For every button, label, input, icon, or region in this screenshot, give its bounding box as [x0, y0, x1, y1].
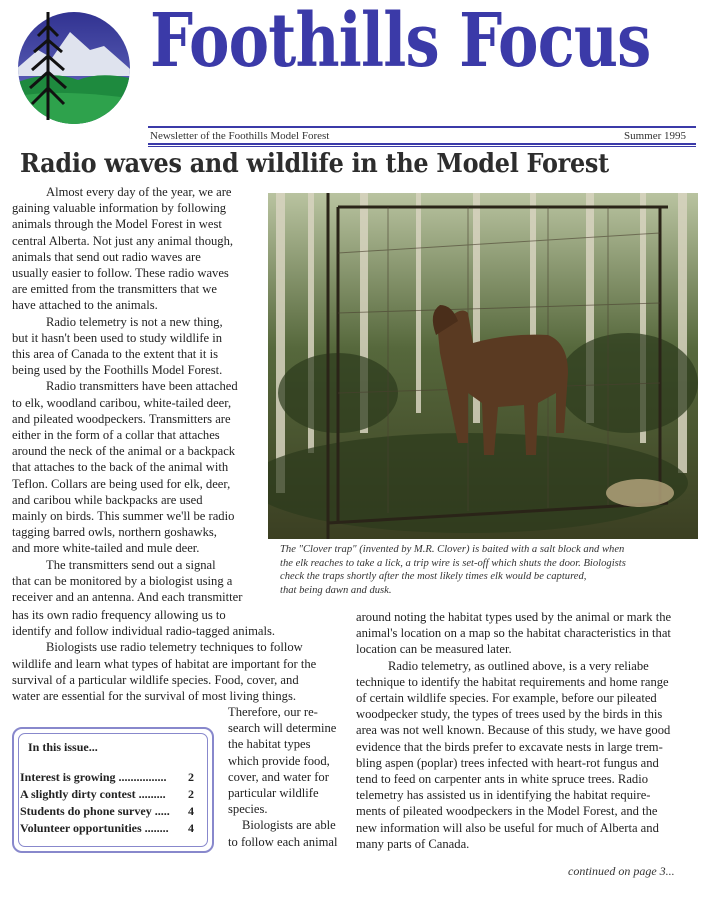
col3-line: ments of pileated woodpeckers in the Model Forest, and the: [356, 804, 658, 819]
col3-line: of certain wildlife species. For example, before our pileated: [356, 691, 657, 706]
col3-line: evidence that the birds prefer to excavate nests in large trem-: [356, 739, 663, 754]
masthead-rule-top: [148, 126, 696, 128]
col1-line: water are essential for the survival of most living things.: [12, 689, 296, 704]
col1-line: but it hasn't been used to study wildlife in: [12, 330, 223, 345]
toc-item-page: 2: [188, 770, 194, 784]
col3-line: Radio telemetry, as outlined above, is a very reliabe: [388, 658, 649, 673]
col1-line: Biologists use radio telemetry techniques to follow: [46, 640, 303, 655]
col2-line: the habitat types: [228, 737, 311, 752]
mountain-logo-icon: [8, 6, 156, 126]
newsletter-subtitle: Newsletter of the Foothills Model Forest: [150, 130, 330, 142]
col2-line: to follow each animal: [228, 834, 338, 849]
col1-line: being used by the Foothills Model Forest.: [12, 363, 223, 378]
caption-line: check the traps shortly after the most likely times elk would be captured,: [280, 571, 587, 582]
col1-line: Radio transmitters have been attached: [46, 379, 238, 394]
toc-item[interactable]: [20, 821, 200, 836]
col3-line: bling aspen (poplar) trees infected with heart-rot fungus and: [356, 755, 659, 770]
col3-line: around noting the habitat types used by the animal or mark the: [356, 610, 672, 624]
col1-line: are emitted from the transmitters that we: [12, 282, 217, 297]
col3-line: animal's location on a map so the habitat characteristics in that: [356, 626, 671, 641]
caption-line: The "Clover trap" (invented by M.R. Clover) is baited with a salt block and when: [280, 544, 625, 555]
col1-line: animals that send out radio waves are: [12, 249, 201, 264]
col1-line: that can be monitored by a biologist using a: [12, 573, 233, 588]
toc-item[interactable]: [20, 770, 200, 785]
masthead-rule-bottom: [148, 143, 696, 145]
masthead-rule-thin: [148, 146, 696, 147]
col3-line: woodpecker study, the types of trees used by the birds in this: [356, 707, 663, 722]
masthead-title: Foothills Focus: [150, 0, 651, 84]
caption-line: that being dawn and dusk.: [280, 584, 392, 596]
col1-line: has its own radio frequency allowing us to: [12, 608, 226, 622]
col2-line: search will determine: [228, 721, 337, 736]
col3-line: location can be measured later.: [356, 642, 512, 657]
col1-line: wildlife and learn what types of habitat are important for the: [12, 656, 317, 671]
col1-line: Teflon. Collars are being used for elk, deer,: [12, 476, 231, 491]
toc-item-label: A slightly dirty contest .........: [20, 787, 166, 801]
col1-line: that attaches to the back of the animal with: [12, 460, 229, 475]
article-column-2: [228, 704, 348, 850]
in-this-issue-title: In this issue...: [28, 740, 98, 754]
toc-item-page: 2: [188, 787, 194, 801]
col1-line: identify and follow individual radio-tagged animals.: [12, 624, 276, 639]
col3-line: tend to feed on carpenter ants in white spruce trees. Radio: [356, 772, 648, 787]
toc-item-label: Interest is growing ................: [20, 770, 167, 784]
col1-line: usually easier to follow. These radio waves: [12, 266, 229, 281]
masthead-subline: [150, 130, 694, 142]
col1-line: Radio telemetry is not a new thing,: [46, 314, 223, 329]
col1-line: and more white-tailed and mule deer.: [12, 541, 200, 556]
col3-line: area was not well known. Because of this study, we have good: [356, 723, 671, 738]
col2-line: Biologists are able: [242, 818, 336, 833]
col1-line: to elk, woodland caribou, white-tailed deer,: [12, 395, 232, 410]
col1-line: around the neck of the animal or a backpack: [12, 444, 236, 459]
toc-item[interactable]: [20, 787, 200, 802]
issue-season: Summer 1995: [623, 130, 686, 142]
col1-line: and caribou while backpacks are used: [12, 492, 203, 507]
toc-item[interactable]: [20, 804, 200, 819]
toc-item-page: 4: [188, 804, 194, 818]
col3-line: new information will also be useful for much of Alberta and: [356, 820, 659, 835]
toc-item-label: Volunteer opportunities ........: [20, 821, 169, 835]
col1-line: either in the form of a collar that attaches: [12, 428, 220, 443]
col1-line: central Alberta. Not just any animal though,: [12, 233, 234, 248]
col1-line: survival of a particular wildlife species. Food, cover, and: [12, 672, 299, 687]
toc-item-label: Students do phone survey .....: [20, 804, 170, 818]
article-headline: Radio waves and wildlife in the Model Forest: [20, 149, 609, 179]
col1-line: Almost every day of the year, we are: [46, 185, 232, 199]
col1-line: gaining valuable information by following: [12, 201, 227, 216]
col2-line: cover, and water for: [228, 769, 329, 784]
elk-trap-photo: [268, 193, 698, 539]
col1-line: animals through the Model Forest in west: [12, 217, 222, 232]
article-column-3: [356, 609, 692, 852]
col1-line: have attached to the animals.: [12, 298, 158, 313]
col1-line: this area of Canada to the extent that it is: [12, 347, 218, 362]
article-wide-lines: [12, 607, 342, 704]
col2-line: particular wildlife: [228, 786, 319, 801]
col1-line: The transmitters send out a signal: [46, 557, 216, 572]
col1-line: and pileated woodpeckers. Transmitters are: [12, 411, 231, 426]
col1-line: receiver and an antenna. And each transmitter: [12, 590, 243, 605]
col3-line: technique to identify the habitat requirements and home range: [356, 674, 669, 689]
caption-line: the elk reaches to take a lick, a trip wire is set-off which shuts the door. Biologists: [280, 557, 626, 569]
col1-line: tagging barred owls, northern goshawks,: [12, 525, 217, 540]
photo-caption: [280, 543, 690, 597]
col3-line: many parts of Canada.: [356, 836, 470, 851]
toc-item-page: 4: [188, 821, 194, 835]
col2-line: species.: [228, 802, 268, 817]
col2-line: Therefore, our re-: [228, 705, 318, 719]
article-column-1: [12, 184, 272, 605]
col1-line: mainly on birds. This summer we'll be radio: [12, 509, 235, 524]
col2-line: which provide food,: [228, 753, 330, 768]
col3-line: telemetry has assisted us in identifying the habitat require-: [356, 788, 651, 803]
continued-note[interactable]: continued on page 3...: [568, 864, 675, 878]
